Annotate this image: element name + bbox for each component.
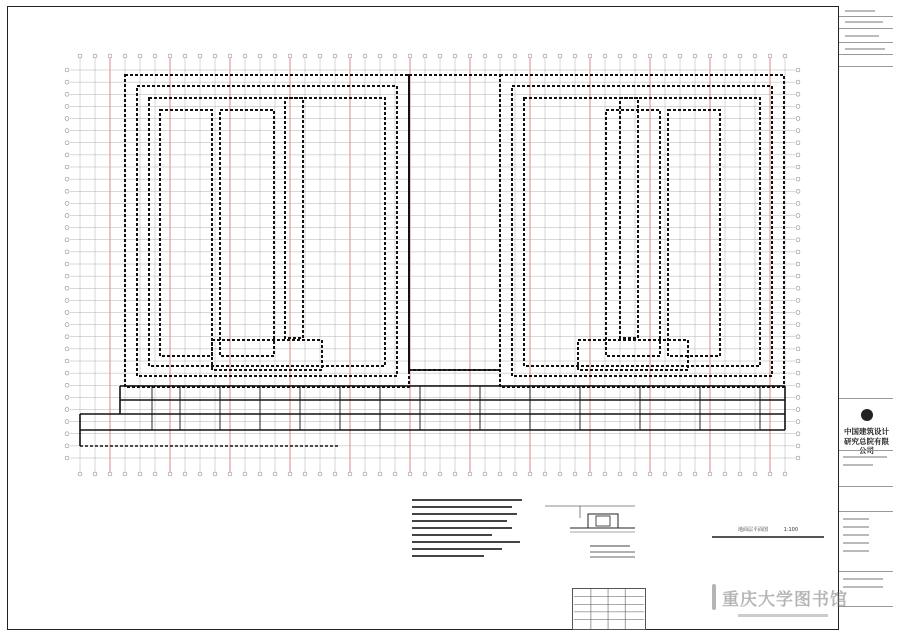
grid-bubble bbox=[65, 226, 69, 230]
grid-bubble bbox=[543, 472, 547, 476]
grid-bubble bbox=[108, 54, 112, 58]
grid-bubble bbox=[65, 286, 69, 290]
grid-bubble bbox=[65, 68, 69, 72]
grid-bubble bbox=[65, 347, 69, 351]
grid-bubble bbox=[288, 472, 292, 476]
grid-bubble bbox=[796, 214, 800, 218]
grid-bubble bbox=[796, 444, 800, 448]
grid-bubble bbox=[633, 472, 637, 476]
grid-bubble bbox=[65, 189, 69, 193]
grid-bubble bbox=[65, 262, 69, 266]
grid-bubble bbox=[273, 54, 277, 58]
grid-bubble bbox=[288, 54, 292, 58]
grid-bubble bbox=[633, 54, 637, 58]
grid-bubble bbox=[65, 104, 69, 108]
title-block bbox=[838, 6, 893, 630]
grid-bubble bbox=[796, 250, 800, 254]
grid-bubble bbox=[65, 153, 69, 157]
grid-bubble bbox=[796, 323, 800, 327]
grid-bubble bbox=[228, 54, 232, 58]
wall-outline bbox=[220, 110, 274, 356]
grid-bubble bbox=[796, 177, 800, 181]
grid-bubble bbox=[648, 54, 652, 58]
grid-bubble bbox=[393, 472, 397, 476]
grid-bubble bbox=[378, 54, 382, 58]
company-name-line2: 研究总院有限公司 bbox=[844, 437, 889, 455]
grid-bubble bbox=[796, 153, 800, 157]
wall-outline bbox=[160, 110, 212, 356]
grid-bubble bbox=[243, 54, 247, 58]
grid-labels bbox=[65, 54, 800, 476]
company-logo-icon bbox=[861, 409, 873, 421]
grid-bubble bbox=[678, 472, 682, 476]
grid-bubble bbox=[796, 274, 800, 278]
grid-bubble bbox=[65, 177, 69, 181]
grid-bubble bbox=[423, 472, 427, 476]
library-watermark-icon bbox=[712, 584, 716, 610]
grid-bubble bbox=[228, 472, 232, 476]
grid-bubble bbox=[796, 92, 800, 96]
grid-bubble bbox=[603, 54, 607, 58]
grid-bubble bbox=[618, 54, 622, 58]
wall-outline bbox=[620, 98, 638, 338]
grid-bubble bbox=[708, 472, 712, 476]
grid-bubble bbox=[693, 472, 697, 476]
grid-bubble bbox=[796, 80, 800, 84]
grid-bubble bbox=[796, 129, 800, 133]
wall-outline bbox=[606, 110, 660, 356]
grid-bubble bbox=[65, 165, 69, 169]
grid-bubble bbox=[796, 238, 800, 242]
grid-bubble bbox=[168, 472, 172, 476]
grid-bubble bbox=[513, 472, 517, 476]
grid-lines bbox=[70, 58, 795, 472]
grid-bubble bbox=[65, 80, 69, 84]
grid-bubble bbox=[258, 54, 262, 58]
grid-bubble bbox=[258, 472, 262, 476]
plan-title: 地面层平面图 bbox=[737, 527, 768, 533]
grid-bubble bbox=[333, 54, 337, 58]
grid-bubble bbox=[378, 472, 382, 476]
grid-bubble bbox=[423, 54, 427, 58]
grid-bubble bbox=[738, 472, 742, 476]
grid-bubble bbox=[65, 214, 69, 218]
grid-bubble bbox=[796, 311, 800, 315]
grid-bubble bbox=[78, 472, 82, 476]
grid-bubble bbox=[573, 472, 577, 476]
grid-bubble bbox=[363, 54, 367, 58]
grid-bubble bbox=[183, 472, 187, 476]
grid-bubble bbox=[768, 472, 772, 476]
caption-underline bbox=[712, 536, 824, 538]
grid-bubble bbox=[453, 54, 457, 58]
grid-bubble bbox=[65, 323, 69, 327]
grid-bubble bbox=[796, 420, 800, 424]
plan-caption bbox=[712, 526, 824, 533]
grid-bubble bbox=[796, 298, 800, 302]
grid-bubble bbox=[243, 472, 247, 476]
grid-bubble bbox=[723, 54, 727, 58]
wall-outline bbox=[512, 86, 772, 376]
grid-bubble bbox=[663, 472, 667, 476]
grid-bubble bbox=[153, 54, 157, 58]
grid-bubble bbox=[558, 472, 562, 476]
grid-bubble bbox=[168, 54, 172, 58]
grid-bubble bbox=[796, 456, 800, 460]
grid-bubble bbox=[65, 408, 69, 412]
grid-bubble bbox=[93, 472, 97, 476]
grid-bubble bbox=[65, 335, 69, 339]
wall-outline bbox=[149, 98, 385, 366]
grid-bubble bbox=[65, 250, 69, 254]
grid-bubble bbox=[498, 54, 502, 58]
grid-bubble bbox=[65, 420, 69, 424]
grid-bubble bbox=[65, 456, 69, 460]
grid-bubble bbox=[796, 201, 800, 205]
grid-bubble bbox=[753, 54, 757, 58]
grid-bubble bbox=[783, 472, 787, 476]
grid-bubble bbox=[796, 408, 800, 412]
grid-bubble bbox=[796, 141, 800, 145]
watermark-text: 重庆大学图书馆 bbox=[722, 589, 848, 610]
grid-bubble bbox=[796, 262, 800, 266]
grid-bubble bbox=[65, 371, 69, 375]
grid-bubble bbox=[678, 54, 682, 58]
section-detail-drawing bbox=[540, 496, 645, 576]
grid-bubble bbox=[78, 54, 82, 58]
grid-bubble bbox=[796, 335, 800, 339]
grid-bubble bbox=[796, 165, 800, 169]
grid-bubble bbox=[796, 371, 800, 375]
grid-bubble bbox=[483, 472, 487, 476]
grid-bubble bbox=[796, 347, 800, 351]
floor-plan-drawing bbox=[60, 48, 805, 478]
grid-bubble bbox=[183, 54, 187, 58]
grid-bubble bbox=[123, 54, 127, 58]
grid-bubble bbox=[483, 54, 487, 58]
grid-bubble bbox=[65, 444, 69, 448]
wall-outline bbox=[524, 98, 760, 366]
grid-bubble bbox=[333, 472, 337, 476]
grid-bubble bbox=[796, 359, 800, 363]
grid-bubble bbox=[693, 54, 697, 58]
grid-bubble bbox=[273, 472, 277, 476]
grid-bubble bbox=[65, 298, 69, 302]
grid-bubble bbox=[93, 54, 97, 58]
grid-bubble bbox=[438, 472, 442, 476]
grid-bubble bbox=[588, 472, 592, 476]
grid-bubble bbox=[453, 472, 457, 476]
wall-outline bbox=[137, 86, 397, 376]
grid-bubble bbox=[648, 472, 652, 476]
grid-bubble bbox=[65, 395, 69, 399]
grid-bubble bbox=[438, 54, 442, 58]
grid-bubble bbox=[348, 54, 352, 58]
plan-scale: 1:100 bbox=[783, 527, 799, 533]
grid-bubble bbox=[393, 54, 397, 58]
grid-bubble bbox=[65, 141, 69, 145]
grid-bubble bbox=[528, 54, 532, 58]
grid-bubble bbox=[198, 54, 202, 58]
grid-bubble bbox=[65, 311, 69, 315]
grid-bubble bbox=[796, 432, 800, 436]
grid-bubble bbox=[796, 286, 800, 290]
grid-bubble bbox=[213, 472, 217, 476]
grid-bubble bbox=[318, 472, 322, 476]
grid-bubble bbox=[796, 104, 800, 108]
grid-bubble bbox=[663, 54, 667, 58]
grid-bubble bbox=[65, 238, 69, 242]
grid-bubble bbox=[796, 226, 800, 230]
grid-bubble bbox=[753, 472, 757, 476]
wall-outline bbox=[668, 110, 720, 356]
grid-bubble bbox=[573, 54, 577, 58]
grid-bubble bbox=[65, 432, 69, 436]
grid-bubble bbox=[513, 54, 517, 58]
grid-bubble bbox=[108, 472, 112, 476]
grid-bubble bbox=[603, 472, 607, 476]
grid-bubble bbox=[783, 54, 787, 58]
grid-bubble bbox=[768, 54, 772, 58]
grid-bubble bbox=[468, 472, 472, 476]
grid-bubble bbox=[558, 54, 562, 58]
grid-bubble bbox=[153, 472, 157, 476]
grid-bubble bbox=[213, 54, 217, 58]
grid-bubble bbox=[318, 54, 322, 58]
grid-bubble bbox=[198, 472, 202, 476]
library-watermark bbox=[712, 581, 848, 613]
wall-outline bbox=[500, 75, 784, 387]
grid-bubble bbox=[738, 54, 742, 58]
grid-bubble bbox=[123, 472, 127, 476]
grid-bubble bbox=[65, 201, 69, 205]
grid-bubble bbox=[468, 54, 472, 58]
grid-bubble bbox=[65, 92, 69, 96]
grid-bubble bbox=[408, 54, 412, 58]
grid-bubble bbox=[796, 189, 800, 193]
grid-bubble bbox=[796, 395, 800, 399]
general-notes bbox=[412, 494, 532, 562]
grid-bubble bbox=[796, 117, 800, 121]
grid-bubble bbox=[796, 383, 800, 387]
grid-bubble bbox=[543, 54, 547, 58]
grid-bubble bbox=[303, 54, 307, 58]
grid-bubble bbox=[363, 472, 367, 476]
grid-bubble bbox=[498, 472, 502, 476]
grid-bubble bbox=[796, 68, 800, 72]
grid-bubble bbox=[65, 117, 69, 121]
grid-bubble bbox=[708, 54, 712, 58]
watermark-underline bbox=[738, 614, 828, 617]
grid-bubble bbox=[138, 472, 142, 476]
grid-bubble bbox=[618, 472, 622, 476]
grid-bubble bbox=[528, 472, 532, 476]
grid-bubble bbox=[408, 472, 412, 476]
grid-bubble bbox=[588, 54, 592, 58]
wall-outline bbox=[409, 75, 500, 370]
grid-bubble bbox=[65, 383, 69, 387]
grid-bubble bbox=[303, 472, 307, 476]
grid-bubble bbox=[65, 274, 69, 278]
grid-bubble bbox=[65, 359, 69, 363]
grid-bubble bbox=[348, 472, 352, 476]
grid-bubble bbox=[138, 54, 142, 58]
grid-bubble bbox=[723, 472, 727, 476]
schedule-table bbox=[572, 588, 646, 630]
grid-bubble bbox=[65, 129, 69, 133]
wall-outline bbox=[285, 98, 303, 338]
company-name-line1: 中国建筑设计 bbox=[844, 427, 889, 436]
